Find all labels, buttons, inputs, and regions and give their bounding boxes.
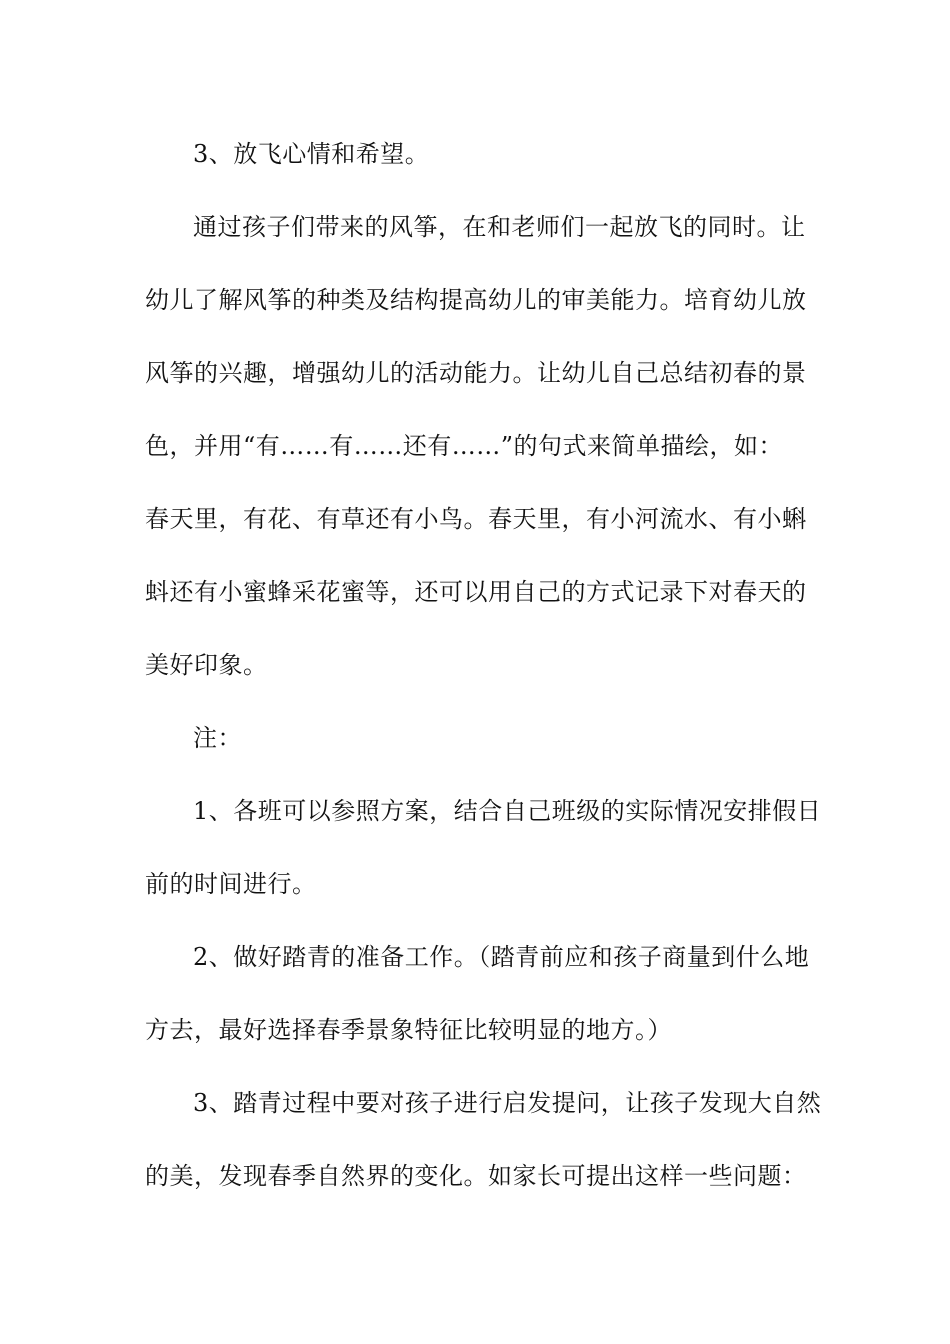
paragraph-line: 春天里，有花、有草还有小鸟。春天里，有小河流水、有小蝌	[145, 505, 807, 533]
section-heading: 3、放飞心情和希望。	[193, 140, 430, 168]
note-heading: 注：	[193, 724, 242, 752]
note-item-line: 2、做好踏青的准备工作。（踏青前应和孩子商量到什么地	[193, 943, 810, 971]
note-item-line: 前的时间进行。	[145, 870, 317, 898]
paragraph-line: 幼儿了解风筝的种类及结构提高幼儿的审美能力。培育幼儿放	[145, 286, 807, 314]
note-item-line: 的美，发现春季自然界的变化。如家长可提出这样一些问题：	[145, 1162, 807, 1190]
paragraph-line: 风筝的兴趣，增强幼儿的活动能力。让幼儿自己总结初春的景	[145, 359, 807, 387]
note-item-line: 方去，最好选择春季景象特征比较明显的地方。）	[145, 1016, 672, 1044]
note-item-line: 3、踏青过程中要对孩子进行启发提问，让孩子发现大自然	[193, 1089, 822, 1117]
note-item-line: 1、各班可以参照方案，结合自己班级的实际情况安排假日	[193, 797, 822, 825]
paragraph-line: 美好印象。	[145, 651, 268, 679]
paragraph-line: 蚪还有小蜜蜂采花蜜等，还可以用自己的方式记录下对春天的	[145, 578, 807, 606]
paragraph-line: 色，并用“有……有……还有……”的句式来简单描绘，如：	[145, 432, 784, 460]
paragraph-line: 通过孩子们带来的风筝，在和老师们一起放飞的同时。让	[193, 213, 806, 241]
